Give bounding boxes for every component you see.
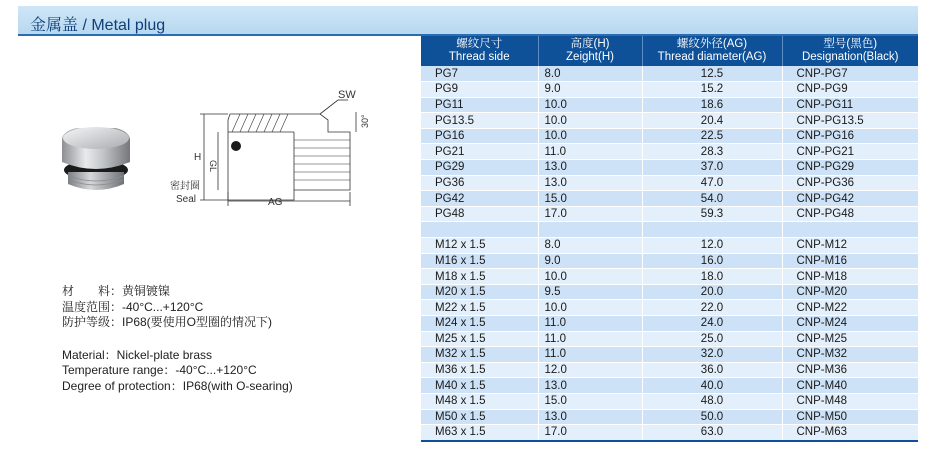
- table-row: [421, 409, 918, 425]
- thread-side-cell: M12 x 1.5: [421, 238, 538, 254]
- height-cell: 12.0: [538, 362, 642, 378]
- table-row: [421, 175, 918, 191]
- table-row: [421, 331, 918, 347]
- spec-material-cn: 材 料：黄铜镀镍: [62, 284, 171, 298]
- height-cell: 11.0: [538, 144, 642, 160]
- thread-diameter-cell: 50.0: [642, 409, 782, 425]
- height-cell: 17.0: [538, 425, 642, 441]
- metal-plug-image: [52, 118, 140, 198]
- thread-diameter-cell: 47.0: [642, 175, 782, 191]
- designation-cell: CNP-PG29: [782, 160, 918, 176]
- technical-diagram: [170, 88, 400, 208]
- height-cell: 10.0: [538, 300, 642, 316]
- thread-side-cell: M18 x 1.5: [421, 269, 538, 285]
- ag-label: AG: [268, 197, 283, 208]
- height-cell: 15.0: [538, 393, 642, 409]
- designation-cell: CNP-PG21: [782, 144, 918, 160]
- thread-side-cell: PG48: [421, 206, 538, 222]
- specifications: [62, 284, 293, 394]
- table-row: [421, 362, 918, 378]
- thread-diameter-cell: 28.3: [642, 144, 782, 160]
- designation-cell: CNP-M16: [782, 253, 918, 269]
- table-row: [421, 253, 918, 269]
- thread-side-cell: M40 x 1.5: [421, 378, 538, 394]
- thread-side-cell: M22 x 1.5: [421, 300, 538, 316]
- thread-side-cell: M25 x 1.5: [421, 331, 538, 347]
- table-row: [421, 347, 918, 363]
- thread-diameter-cell: 59.3: [642, 206, 782, 222]
- designation-cell: CNP-PG16: [782, 128, 918, 144]
- height-cell: 10.0: [538, 97, 642, 113]
- designation-cell: CNP-PG42: [782, 191, 918, 207]
- table-row: [421, 66, 918, 82]
- height-cell: 8.0: [538, 66, 642, 82]
- thread-side-cell: PG16: [421, 128, 538, 144]
- thread-side-cell: PG21: [421, 144, 538, 160]
- thread-diameter-cell: 40.0: [642, 378, 782, 394]
- thread-side-cell: M50 x 1.5: [421, 409, 538, 425]
- spec-temperature-en: Temperature range：-40°C...+120°C: [62, 363, 257, 377]
- thread-diameter-cell: 36.0: [642, 362, 782, 378]
- spec-temperature-cn: 温度范围：-40°C...+120°C: [62, 299, 204, 314]
- designation-cell: CNP-PG36: [782, 175, 918, 191]
- height-cell: 10.0: [538, 128, 642, 144]
- thread-diameter-cell: 48.0: [642, 393, 782, 409]
- angle-label: 30°: [360, 114, 370, 128]
- thread-side-cell: M63 x 1.5: [421, 425, 538, 441]
- designation-cell: CNP-M40: [782, 378, 918, 394]
- header-thread-side: 螺纹尺寸 Thread side: [421, 36, 538, 66]
- thread-diameter-cell: 16.0: [642, 253, 782, 269]
- table-row: [421, 128, 918, 144]
- thread-diameter-cell: 37.0: [642, 160, 782, 176]
- table-row: [421, 378, 918, 394]
- spec-protection-cn: 防护等级：IP68(要使用O型圈的情况下): [62, 315, 273, 329]
- designation-cell: CNP-M18: [782, 269, 918, 285]
- thread-diameter-cell: 24.0: [642, 316, 782, 332]
- height-cell: 13.0: [538, 378, 642, 394]
- header-thread-diameter: 螺纹外径(AG) Thread diameter(AG): [642, 36, 782, 66]
- thread-side-cell: PG13.5: [421, 113, 538, 129]
- height-cell: 11.0: [538, 347, 642, 363]
- seal-label-en: Seal: [176, 194, 197, 205]
- thread-side-cell: PG42: [421, 191, 538, 207]
- designation-cell: CNP-M24: [782, 316, 918, 332]
- height-cell: 11.0: [538, 316, 642, 332]
- title-bar: [18, 6, 918, 36]
- thread-side-cell: PG9: [421, 82, 538, 98]
- height-cell: 8.0: [538, 238, 642, 254]
- table-row: [421, 191, 918, 207]
- spec-material-en: Material：Nickel-plate brass: [62, 347, 213, 362]
- thread-diameter-cell: 32.0: [642, 347, 782, 363]
- thread-side-cell: M36 x 1.5: [421, 362, 538, 378]
- h-label: H: [194, 152, 202, 163]
- thread-side-cell: PG7: [421, 66, 538, 82]
- table-row: [421, 97, 918, 113]
- table-row: [421, 284, 918, 300]
- designation-cell: CNP-PG13.5: [782, 113, 918, 129]
- table-row: [421, 393, 918, 409]
- thread-diameter-cell: 22.5: [642, 128, 782, 144]
- designation-cell: CNP-M63: [782, 425, 918, 441]
- designation-cell: CNP-M22: [782, 300, 918, 316]
- header-height: 高度(H) Zeight(H): [538, 36, 642, 66]
- gl-label: GL: [208, 160, 218, 173]
- thread-diameter-cell: 54.0: [642, 191, 782, 207]
- designation-cell: CNP-M20: [782, 284, 918, 300]
- designation-cell: CNP-PG11: [782, 97, 918, 113]
- table-header-row: [421, 36, 918, 66]
- height-cell: 9.0: [538, 253, 642, 269]
- cap-top: [63, 127, 129, 149]
- header-designation: 型号(黑色) Designation(Black): [782, 36, 918, 66]
- seal-ring-section: [231, 141, 241, 151]
- height-cell: 13.0: [538, 409, 642, 425]
- designation-cell: CNP-M25: [782, 331, 918, 347]
- designation-cell: CNP-M36: [782, 362, 918, 378]
- sw-label: SW: [338, 89, 356, 101]
- table-bottom-line: [421, 440, 918, 442]
- height-cell: 13.0: [538, 175, 642, 191]
- spec-table: [421, 36, 918, 441]
- designation-cell: CNP-M50: [782, 409, 918, 425]
- designation-cell: CNP-PG48: [782, 206, 918, 222]
- thread-diameter-cell: 15.2: [642, 82, 782, 98]
- table-row: [421, 160, 918, 176]
- height-cell: 13.0: [538, 160, 642, 176]
- thread-side-cell: PG11: [421, 97, 538, 113]
- height-cell: 9.5: [538, 284, 642, 300]
- height-cell: 10.0: [538, 113, 642, 129]
- thread-diameter-cell: 12.5: [642, 66, 782, 82]
- thread-side-cell: M24 x 1.5: [421, 316, 538, 332]
- designation-cell: CNP-M32: [782, 347, 918, 363]
- table-row: [421, 269, 918, 285]
- table-row: [421, 425, 918, 441]
- thread-diameter-cell: 63.0: [642, 425, 782, 441]
- thread-side-cell: M16 x 1.5: [421, 253, 538, 269]
- designation-cell: CNP-PG7: [782, 66, 918, 82]
- thread-side-cell: PG36: [421, 175, 538, 191]
- thread-side-cell: M20 x 1.5: [421, 284, 538, 300]
- thread-diameter-cell: 12.0: [642, 238, 782, 254]
- spec-protection-en: Degree of protection：IP68(with O-searing): [62, 378, 293, 393]
- thread-side-cell: PG29: [421, 160, 538, 176]
- table-row: [421, 82, 918, 98]
- thread-side-cell: M48 x 1.5: [421, 393, 538, 409]
- table-row: [421, 300, 918, 316]
- thread-diameter-cell: 25.0: [642, 331, 782, 347]
- height-cell: 10.0: [538, 269, 642, 285]
- table-row: [421, 113, 918, 129]
- seal-label-cn: 密封圈: [170, 181, 200, 192]
- designation-cell: CNP-PG9: [782, 82, 918, 98]
- table-row: [421, 316, 918, 332]
- thread-diameter-cell: 18.6: [642, 97, 782, 113]
- table-row: [421, 144, 918, 160]
- thread-diameter-cell: 20.4: [642, 113, 782, 129]
- height-cell: 11.0: [538, 331, 642, 347]
- thread-diameter-cell: 20.0: [642, 284, 782, 300]
- height-cell: 15.0: [538, 191, 642, 207]
- table-row: [421, 206, 918, 222]
- height-cell: 9.0: [538, 82, 642, 98]
- thread-diameter-cell: 22.0: [642, 300, 782, 316]
- designation-cell: CNP-M12: [782, 238, 918, 254]
- thread-side-cell: M32 x 1.5: [421, 347, 538, 363]
- table-row: [421, 238, 918, 254]
- height-cell: 17.0: [538, 206, 642, 222]
- designation-cell: CNP-M48: [782, 393, 918, 409]
- page-title: 金属盖 / Metal plug: [30, 17, 166, 34]
- thread-diameter-cell: 18.0: [642, 269, 782, 285]
- table-spacer-row: [421, 222, 918, 238]
